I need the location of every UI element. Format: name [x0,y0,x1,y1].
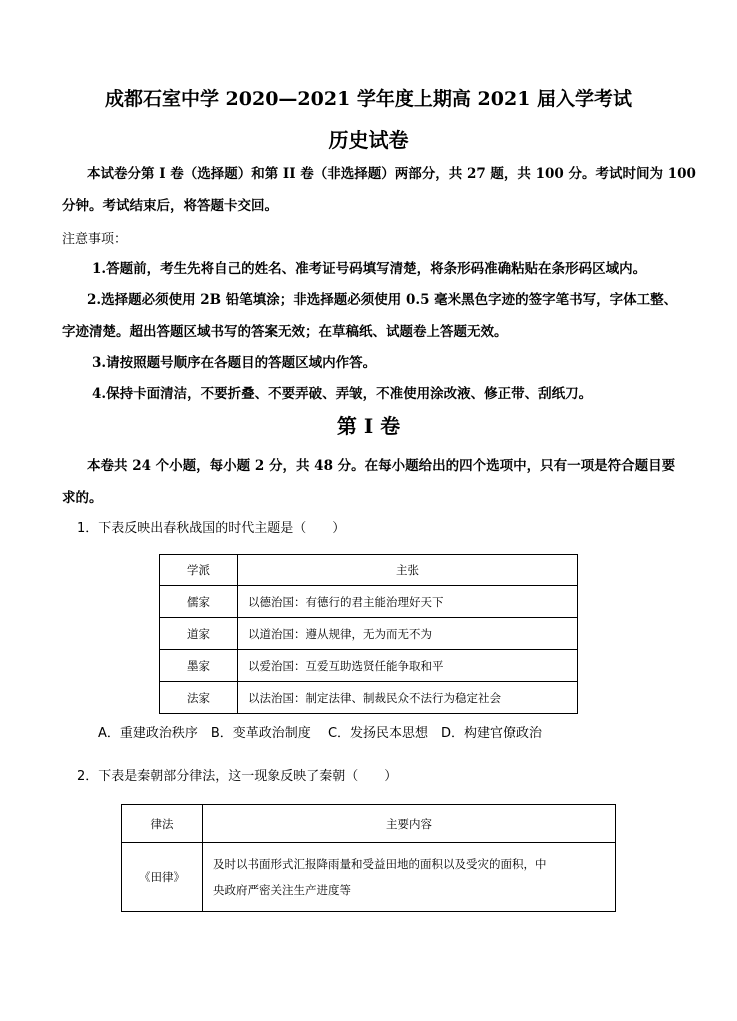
note-3: 3.请按照题号顺序在各题目的答题区域内作答。 [92,355,377,371]
q1-claim-cell: 以爱治国：互爱互助选贤任能争取和平 [238,650,578,682]
table-row [160,682,578,714]
subject-title: 历史试卷 [328,128,409,152]
q2-header-law: 律法 [122,805,203,843]
q1-claim-cell: 以德治国：有德行的君主能治理好天下 [238,586,578,618]
table-row [160,650,578,682]
q1-header-school: 学派 [160,555,238,586]
q1-school-cell: 儒家 [160,586,238,618]
note-2-line-1: 2.选择题必须使用 2B 铅笔填涂；非选择题必须使用 0.5 毫米黑色字迹的签字笔书写，字体工整、 [87,292,678,308]
q2-law-cell: 《田律》 [122,843,203,912]
table-row [122,843,616,912]
section-desc-line-2: 求的。 [62,490,103,506]
q1-claim-cell: 以道治国：遵从规律，无为而无不为 [238,618,578,650]
q2-content-line-2: 央政府严密关注生产进度等 [213,883,351,897]
q2-content-cell [203,843,616,912]
q2-table [121,804,616,912]
intro-line-1: 本试卷分第 I 卷（选择题）和第 II 卷（非选择题）两部分，共 27 题，共 100 分。考试时间为 100 [87,166,696,182]
intro-line-2: 分钟。考试结束后，将答题卡交回。 [62,198,278,214]
q1-table [159,554,578,714]
q1-school-cell: 法家 [160,682,238,714]
table-row [160,586,578,618]
q2-stem: 2．下表是秦朝部分律法，这一现象反映了秦朝（ ） [77,769,398,784]
q1-header-claim: 主张 [238,555,578,586]
note-2-line-2: 字迹清楚。超出答题区域书写的答案无效；在草稿纸、试题卷上答题无效。 [62,324,508,340]
q1-claim-cell: 以法治国：制定法律、制裁民众不法行为稳定社会 [238,682,578,714]
notes-label: 注意事项： [62,232,128,247]
section-title: 第 Ⅰ 卷 [336,414,401,438]
table-row [160,618,578,650]
q1-options: A．重建政治秩序 B．变革政治制度 C．发扬民本思想 D．构建官僚政治 [98,726,543,741]
exam-title: 成都石室中学 2020—2021 学年度上期高 2021 届入学考试 [104,88,633,110]
q2-header-content: 主要内容 [203,805,616,843]
q1-stem: 1．下表反映出春秋战国的时代主题是（ ） [77,521,346,536]
q1-school-cell: 墨家 [160,650,238,682]
q1-table-header [160,555,578,586]
q2-content-line-1: 及时以书面形式汇报降雨量和受益田地的面积以及受灾的面积，中 [213,857,547,871]
q1-school-cell: 道家 [160,618,238,650]
q2-table-header [122,805,616,843]
note-1: 1.答题前，考生先将自己的姓名、准考证号码填写清楚，将条形码准确粘贴在条形码区域内。 [92,261,647,277]
note-4: 4.保持卡面清洁，不要折叠、不要弄破、弄皱，不准使用涂改液、修正带、刮纸刀。 [92,386,593,402]
section-desc-line-1: 本卷共 24 个小题，每小题 2 分，共 48 分。在每小题给出的四个选项中，只有一项是符合题目要 [87,458,676,474]
